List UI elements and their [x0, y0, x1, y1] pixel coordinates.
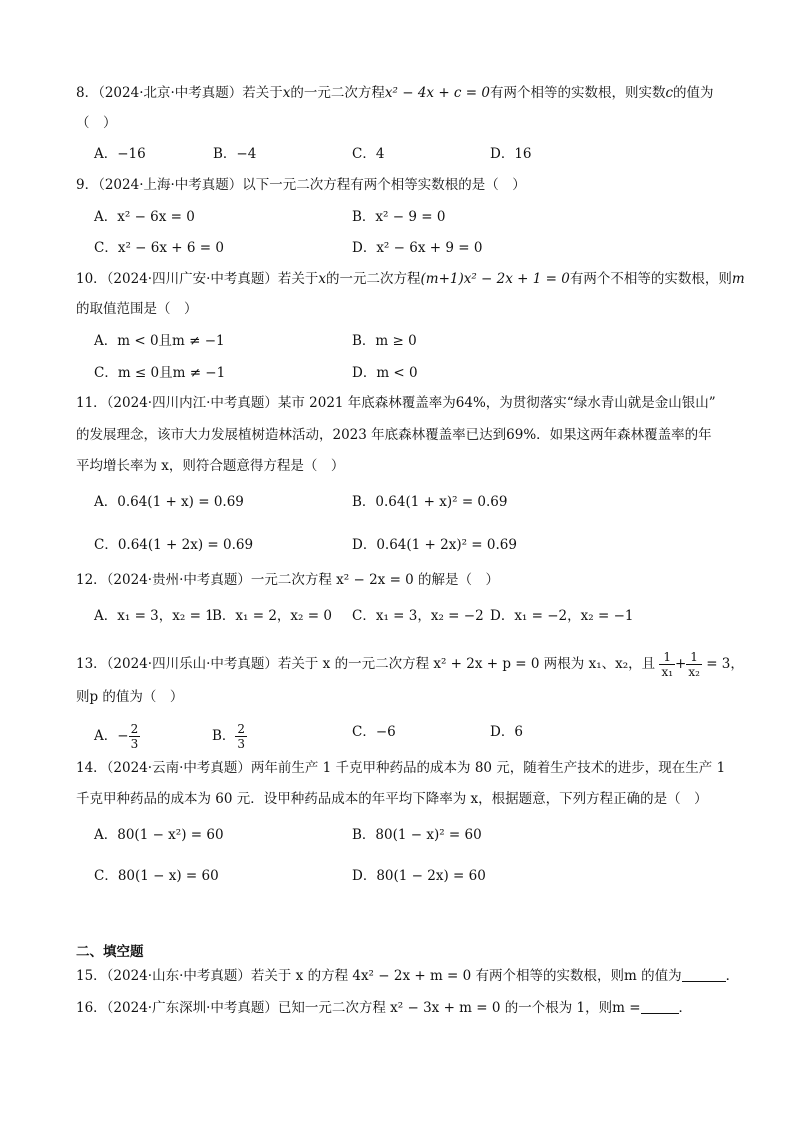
q9-option-a[interactable]: A．x² − 6x = 0 [94, 209, 195, 225]
q14-option-b[interactable]: B．80(1 − x)² = 60 [352, 827, 482, 843]
q16-answer-blank[interactable] [641, 999, 679, 1014]
q11-option-d[interactable]: D．0.64(1 + 2x)² = 0.69 [352, 537, 517, 553]
q12-option-b[interactable]: B．x₁ = 2，x₂ = 0 [212, 608, 332, 624]
q13-stem: 13．（2024·四川乐山·中考真题）若关于 x 的一元二次方程 x² + 2x + p = 0 两根为 x₁、x₂，且 $\frac{1}{\text{x₁}}$ + $\frac{1}{\text{x₂}}$ = 3， [76, 650, 744, 679]
q13-option-a-fraction: $\frac{2}{3}$ [130, 722, 139, 751]
q13-option-b-fraction: $\frac{2}{3}$ [237, 722, 246, 751]
q9-option-b[interactable]: B．x² − 9 = 0 [352, 209, 446, 225]
q10-option-a[interactable]: A．m < 0且m ≠ −1 [94, 333, 225, 349]
q14-option-a[interactable]: A．80(1 − x²) = 60 [94, 827, 224, 843]
q8-answer-paren: （ ） [76, 115, 117, 131]
q10-equation: (m+1)x² − 2x + 1 = 0 [420, 271, 570, 287]
q13-stem-line2: 则p 的值为（ ） [76, 689, 184, 705]
q9-option-c[interactable]: C．x² − 6x + 6 = 0 [94, 240, 224, 256]
q11-stem-line2: 的发展理念，该市大力发展植树造林活动，2023 年底森林覆盖率已达到69%．如果这两年森林覆盖率的年 [76, 427, 712, 443]
q13-option-c[interactable]: C．−6 [352, 724, 396, 740]
q14-option-d[interactable]: D．80(1 − 2x) = 60 [352, 868, 486, 884]
q10-option-c[interactable]: C．m ≤ 0且m ≠ −1 [94, 365, 226, 381]
q8-option-c[interactable]: C．4 [352, 146, 385, 162]
q13-option-b[interactable]: B． $\frac{2}{3}$ [212, 722, 246, 751]
q11-stem-line1: 11．（2024·四川内江·中考真题）某市 2021 年底森林覆盖率为64%，为贯彻落实“绿水青山就是金山银山” [76, 395, 716, 411]
q13-option-a[interactable]: A．− $\frac{2}{3}$ [94, 722, 139, 751]
q12-option-c[interactable]: C．x₁ = 3，x₂ = −2 [352, 608, 484, 624]
q11-option-a[interactable]: A．0.64(1 + x) = 0.69 [94, 494, 244, 510]
q10-option-d[interactable]: D．m < 0 [352, 365, 418, 381]
q15-stem: 15．（2024·山东·中考真题）若关于 x 的方程 4x² − 2x + m = 0 有两个相等的实数根，则m 的值为 ． [76, 968, 740, 984]
q8-option-d[interactable]: D．16 [490, 146, 532, 162]
q10-stem-line2: 的取值范围是（ ） [76, 301, 198, 317]
q14-stem-line2: 千克甲种药品的成本为 60 元．设甲种药品成本的年平均下降率为 x，根据题意，下列方程正确的是（ ） [76, 791, 708, 807]
q11-option-c[interactable]: C．0.64(1 + 2x) = 0.69 [94, 537, 254, 553]
section-title-fill-blank: 二、填空题 [76, 944, 144, 960]
q16-stem: 16．（2024·广东深圳·中考真题）已知一元二次方程 x² − 3x + m = 0 的一个根为 1，则m = ． [76, 1000, 693, 1016]
q12-option-a[interactable]: A．x₁ = 3，x₂ = 1 [94, 608, 214, 624]
q8-option-a[interactable]: A．−16 [94, 146, 146, 162]
q8-option-b[interactable]: B．−4 [213, 146, 257, 162]
q9-option-d[interactable]: D．x² − 6x + 9 = 0 [352, 240, 483, 256]
q8-equation: x² − 4x + c = 0 [384, 85, 490, 101]
q13-fraction-2: $\frac{1}{\text{x₂}}$ [688, 650, 700, 679]
q11-option-b[interactable]: B．0.64(1 + x)² = 0.69 [352, 494, 508, 510]
q8-stem: 8．（2024·北京·中考真题）若关于x的一元二次方程x² − 4x + c = 0有两个相等的实数根，则实数c的值为 [76, 85, 714, 101]
q14-option-c[interactable]: C．80(1 − x) = 60 [94, 868, 219, 884]
q12-option-d[interactable]: D．x₁ = −2，x₂ = −1 [490, 608, 634, 624]
q10-option-b[interactable]: B．m ≥ 0 [352, 333, 417, 349]
q14-stem-line1: 14．（2024·云南·中考真题）两年前生产 1 千克甲种药品的成本为 80 元，随着生产技术的进步，现在生产 1 [76, 760, 726, 776]
q13-fraction-1: $\frac{1}{\text{x₁}}$ [661, 650, 674, 679]
q9-stem: 9．（2024·上海·中考真题）以下一元二次方程有两个相等实数根的是（ ） [76, 177, 526, 193]
q11-stem-line3: 平均增长率为 x，则符合题意得方程是（ ） [76, 458, 345, 474]
q12-stem: 12．（2024·贵州·中考真题）一元二次方程 x² − 2x = 0 的解是（ ） [76, 572, 500, 588]
q13-option-d[interactable]: D．6 [490, 724, 523, 740]
q15-answer-blank[interactable] [682, 967, 726, 982]
q10-stem: 10．（2024·四川广安·中考真题）若关于x的一元二次方程(m+1)x² − 2x + 1 = 0有两个不相等的实数根，则m [76, 271, 745, 287]
